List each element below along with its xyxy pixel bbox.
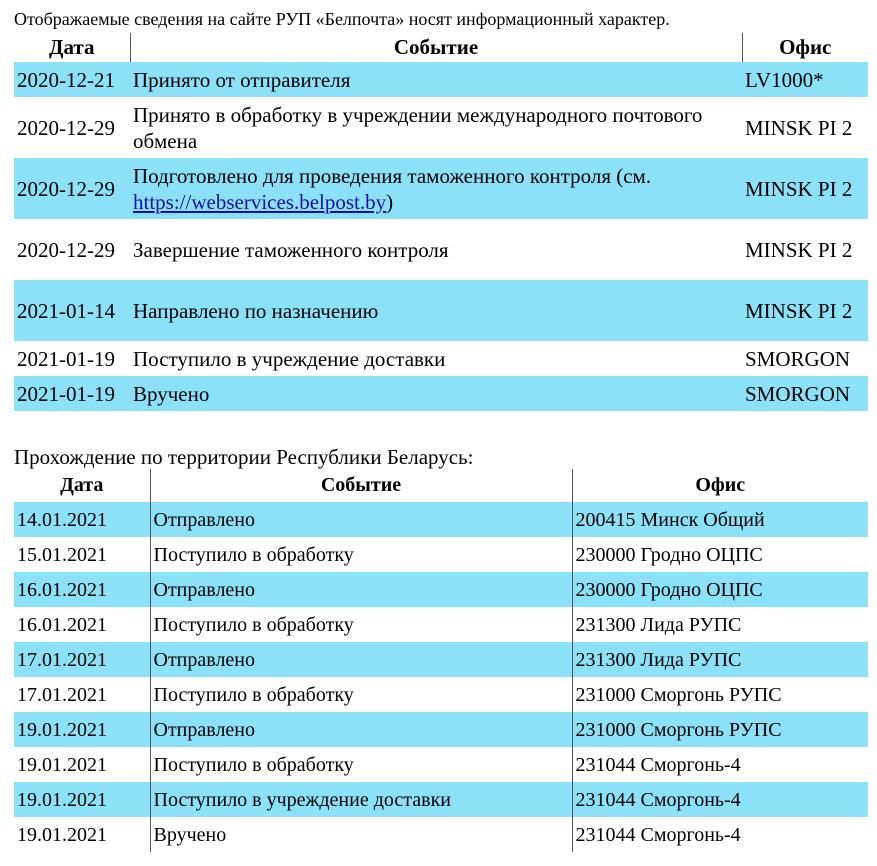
row-date: 15.01.2021 [17,543,107,566]
event-suffix: ) [386,189,394,214]
row-date: 2020-12-21 [14,62,130,97]
row-event: Отправлено [150,572,572,607]
row-event: Направлено по назначению [130,280,742,341]
table-header-row [14,33,868,62]
header-date: Дата [14,469,150,502]
row-office: 231300 Лида РУПС [575,613,742,636]
row-date: 19.01.2021 [17,753,107,776]
row-date: 19.01.2021 [14,712,150,747]
row-event: Вручено [150,817,572,852]
table-row [14,677,868,712]
row-event: Поступило в учреждение доставки [150,782,572,817]
row-date: 19.01.2021 [14,782,150,817]
header-event: Событие [393,35,479,59]
row-office: 231000 Сморгонь РУПС [572,712,868,747]
row-event: Поступило в обработку [150,677,572,712]
row-date: 2020-12-29 [17,237,115,262]
row-event: Отправлено [150,712,572,747]
international-tracking-table [14,33,868,411]
row-date: 2021-01-19 [17,346,115,371]
row-office: SMORGON [742,376,868,411]
table-row [14,97,868,158]
event-text: Подготовлено для проведения таможенного контроля (см. [133,163,652,188]
header-office: Офис [742,33,868,62]
table-row [14,817,868,852]
row-event: Поступило в обработку [150,747,572,782]
row-office: MINSK PI 2 [742,158,868,219]
row-office: 231000 Сморгонь РУПС [575,683,782,706]
header-date: Дата [14,33,130,62]
row-event: Принято в обработку в учреждении международного почтового обмена [133,102,703,153]
row-date: 2020-12-29 [14,158,130,219]
domestic-tracking-table [14,469,868,852]
table-row [14,747,868,782]
row-date: 16.01.2021 [14,572,150,607]
row-date: 2020-12-29 [17,115,115,140]
table-row [14,219,868,280]
table-row [14,537,868,572]
row-date: 2021-01-19 [14,376,130,411]
row-date: 16.01.2021 [17,613,107,636]
row-date: 17.01.2021 [17,683,107,706]
row-date: 14.01.2021 [14,502,150,537]
header-office: Офис [572,469,868,502]
table-row [14,502,868,537]
row-office: MINSK PI 2 [745,237,853,262]
domestic-section-title: Прохождение по территории Республики Беларусь: [14,445,474,469]
table-row [14,642,868,677]
row-office: 200415 Минск Общий [572,502,868,537]
row-event: Поступило в обработку [150,607,572,642]
row-date: 17.01.2021 [14,642,150,677]
row-date: 19.01.2021 [17,823,107,846]
row-office: 230000 Гродно ОЦПС [572,572,868,607]
table-row [14,572,868,607]
row-office: 231044 Сморгонь-4 [575,823,741,846]
row-event: Принято от отправителя [130,62,742,97]
table-row [14,376,868,411]
customs-link[interactable]: https://webservices.belpost.by [133,189,387,214]
row-office: LV1000* [742,62,868,97]
row-office: MINSK PI 2 [745,115,853,140]
row-office: 230000 Гродно ОЦПС [575,543,763,566]
table-row [14,280,868,341]
row-date: 2021-01-14 [14,280,130,341]
table-row [14,62,868,97]
info-notice: Отображаемые сведения на сайте РУП «Белпочта» носят информационный характер. [14,9,670,29]
table-row [14,712,868,747]
row-event: Завершение таможенного контроля [133,237,449,262]
row-office: 231300 Лида РУПС [572,642,868,677]
table-row [14,607,868,642]
row-office: 231044 Сморгонь-4 [575,753,741,776]
table-row [14,341,868,376]
row-event: Поступило в учреждение доставки [133,346,446,371]
row-event: Отправлено [150,502,572,537]
row-event [130,158,742,219]
row-event: Отправлено [150,642,572,677]
table-row [14,782,868,817]
row-event: Поступило в обработку [150,537,572,572]
header-event: Событие [320,474,402,496]
table-row [14,158,868,219]
row-event: Вручено [130,376,742,411]
row-office: MINSK PI 2 [742,280,868,341]
table-header-row [14,469,868,502]
row-office: 231044 Сморгонь-4 [572,782,868,817]
row-office: SMORGON [745,346,851,371]
